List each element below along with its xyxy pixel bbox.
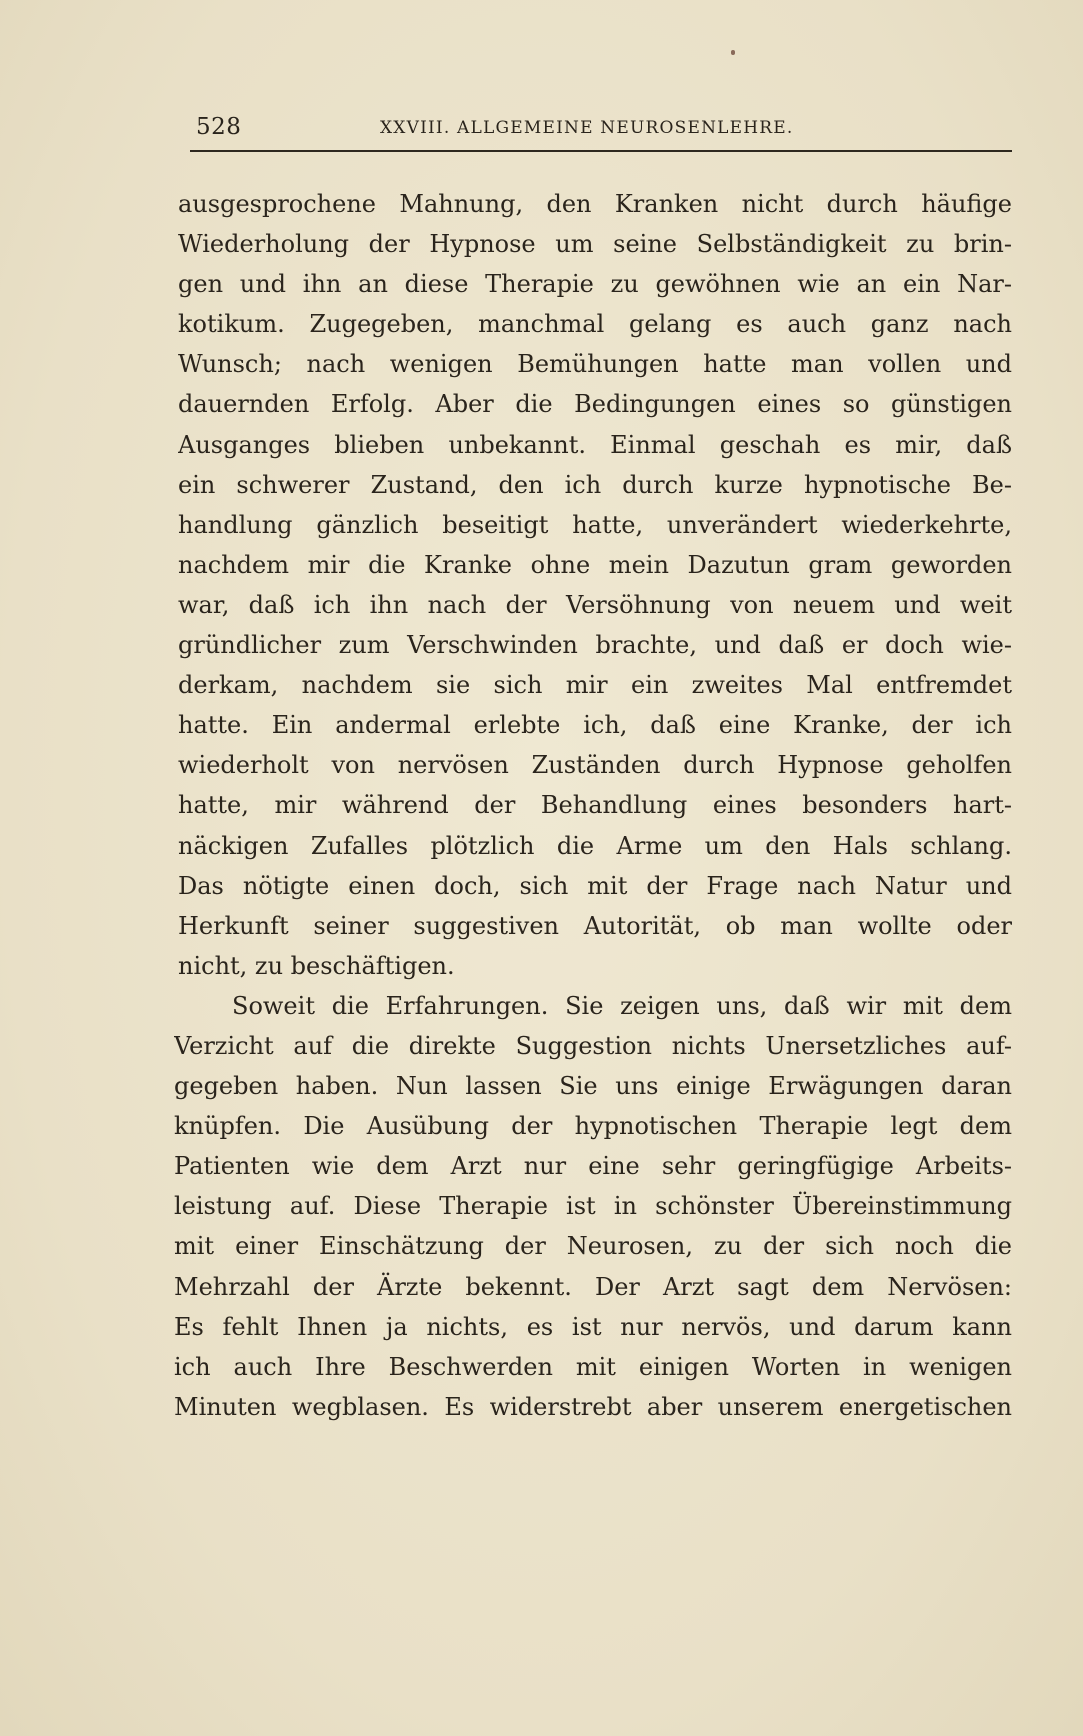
text-line: war, daß ich ihn nach der Versöhnung von neuem und weit	[178, 590, 1012, 619]
text-line: handlung gänzlich beseitigt hatte, unverändert wiederkehrte,	[178, 510, 1012, 539]
text-line: Patienten wie dem Arzt nur eine sehr geringfügige Arbeits-	[174, 1152, 1012, 1181]
page-number: 528	[196, 114, 242, 140]
text-line: dauernden Erfolg. Aber die Bedingungen eines so günstigen	[178, 390, 1012, 419]
text-line: ich auch Ihre Beschwerden mit einigen Worten in wenigen	[174, 1352, 1012, 1381]
text-line: näckigen Zufalles plötzlich die Arme um den Hals schlang.	[178, 831, 1012, 860]
text-line: gründlicher zum Verschwinden brachte, und daß er doch wie-	[178, 631, 1012, 660]
text-line: nachdem mir die Kranke ohne mein Dazutun gram geworden	[178, 550, 1012, 579]
body-text	[174, 184, 1012, 1427]
text-line: ausgesprochene Mahnung, den Kranken nicht durch häufige	[178, 190, 1012, 218]
text-line: kotikum. Zugegeben, manchmal gelang es auch ganz nach	[178, 310, 1012, 339]
text-line: Mehrzahl der Ärzte bekennt. Der Arzt sagt dem Nervösen:	[174, 1272, 1012, 1301]
header-rule	[190, 150, 1012, 152]
text-line: hatte. Ein andermal erlebte ich, daß eine Kranke, der ich	[178, 711, 1012, 740]
text-line: leistung auf. Diese Therapie ist in schönster Übereinstimmung	[174, 1192, 1012, 1221]
text-line: gegeben haben. Nun lassen Sie uns einige Erwägungen daran	[174, 1072, 1012, 1101]
text-line: Wiederholung der Hypnose um seine Selbständigkeit zu brin-	[178, 230, 1012, 259]
page-header	[196, 112, 1012, 148]
text-line-paragraph-start: Soweit die Erfahrungen. Sie zeigen uns, daß wir mit dem	[232, 991, 1012, 1020]
text-line: ein schwerer Zustand, den ich durch kurze hypnotische Be-	[178, 470, 1012, 499]
text-line-paragraph-end: nicht, zu beschäftigen.	[178, 951, 455, 980]
text-line: Das nötigte einen doch, sich mit der Frage nach Natur und	[178, 871, 1012, 900]
text-line: gen und ihn an diese Therapie zu gewöhnen wie an ein Nar-	[178, 270, 1012, 299]
ink-speck	[731, 50, 735, 55]
text-line: Es fehlt Ihnen ja nichts, es ist nur nervös, und darum kann	[174, 1312, 1012, 1341]
text-line: Verzicht auf die direkte Suggestion nichts Unersetzliches auf-	[174, 1031, 1012, 1060]
text-line: mit einer Einschätzung der Neurosen, zu der sich noch die	[174, 1232, 1012, 1261]
text-line: knüpfen. Die Ausübung der hypnotischen Therapie legt dem	[174, 1112, 1012, 1141]
running-head: XXVIII. ALLGEMEINE NEUROSENLEHRE.	[380, 118, 794, 138]
text-line: Herkunft seiner suggestiven Autorität, ob man wollte oder	[178, 911, 1012, 940]
text-line: Ausganges blieben unbekannt. Einmal geschah es mir, daß	[178, 430, 1012, 459]
text-line: wiederholt von nervösen Zuständen durch Hypnose geholfen	[178, 751, 1012, 780]
text-line: hatte, mir während der Behandlung eines besonders hart-	[178, 791, 1012, 820]
text-line: Wunsch; nach wenigen Bemühungen hatte man vollen und	[178, 350, 1012, 379]
text-line: Minuten wegblasen. Es widerstrebt aber unserem energetischen	[174, 1392, 1012, 1421]
text-line: derkam, nachdem sie sich mir ein zweites Mal entfremdet	[178, 671, 1012, 700]
